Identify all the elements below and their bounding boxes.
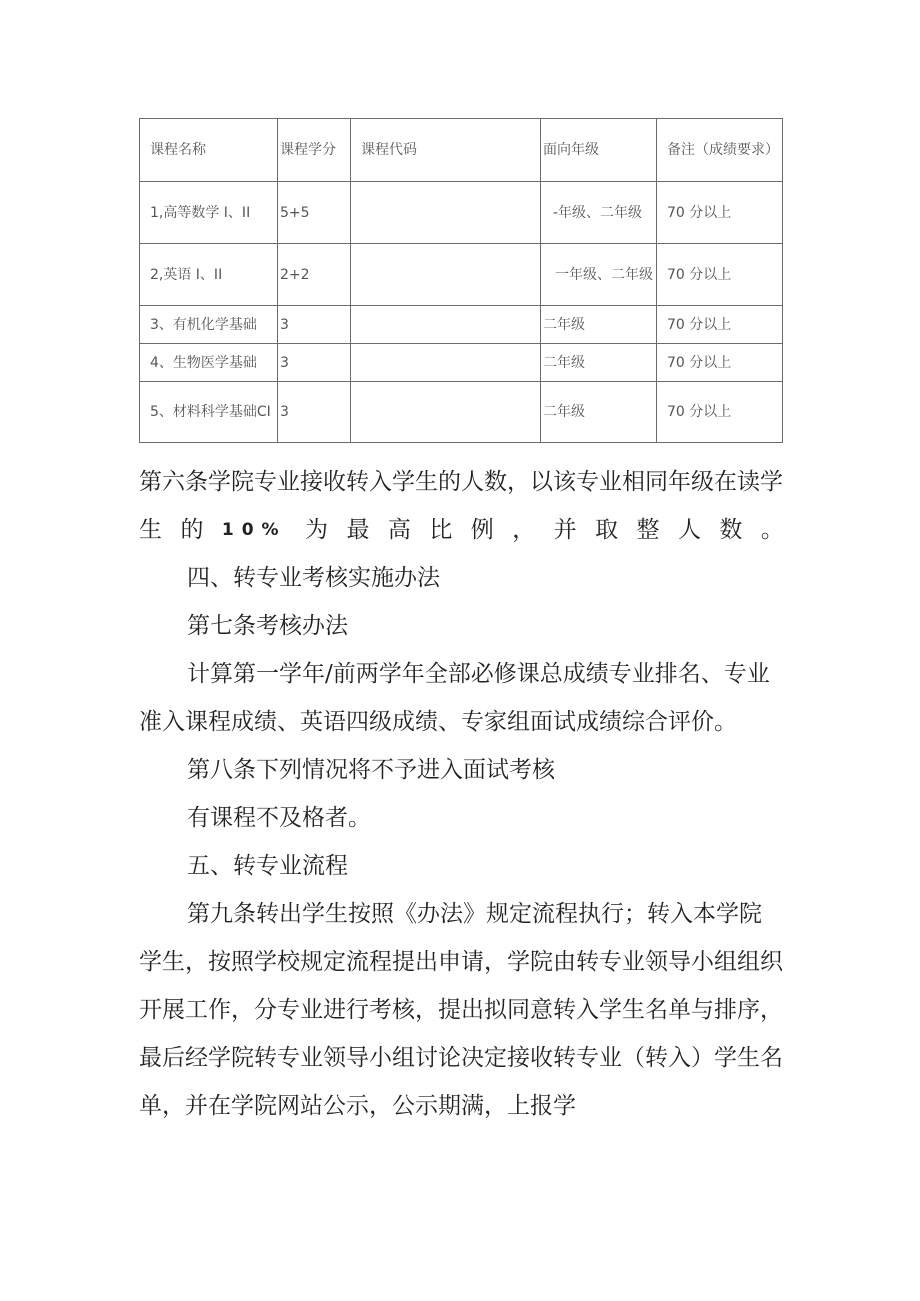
article-6-char: 人 — [677, 517, 701, 543]
cell-grade: 二年级 — [541, 344, 657, 382]
article-8-body: 有课程不及格者。 — [187, 805, 371, 831]
cell-credits: 3 — [278, 382, 351, 443]
article-9-body: 第九条转出学生按照《办法》规定流程执行；转入本学院学生，按照学校规定流程提出申请，学院由转专业领导小组组织开展工作，分专业进行考核，提出拟同意转入学生名单与排序，最后经学院转专业领导小组讨论决定接收转专业（转入）学生名单，并在学院网站公示，公示期满，上报学 — [139, 901, 783, 1119]
cell-course-name: 2,英语 I、II — [140, 244, 278, 306]
article-6-line-1: 第六条学院专业接收转入学生的人数，以该专业相同年级在读学 — [139, 469, 783, 495]
table-header-row — [140, 119, 783, 182]
cell-code — [351, 182, 541, 244]
table-row — [140, 382, 783, 443]
article-6-char: 最 — [346, 517, 370, 543]
cell-remarks: 70 分以上 — [657, 344, 783, 382]
article-6-percent: 10% — [221, 520, 287, 540]
article-6-char: 取 — [595, 517, 619, 543]
cell-remarks: 70 分以上 — [657, 244, 783, 306]
cell-remarks: 70 分以上 — [657, 382, 783, 443]
cell-code — [351, 344, 541, 382]
cell-grade: -年级、二年级 — [541, 182, 657, 244]
cell-course-name: 4、生物医学基础 — [140, 344, 278, 382]
cell-code — [351, 306, 541, 344]
header-course-code: 课程代码 — [351, 119, 541, 182]
section-5-heading: 五、转专业流程 — [187, 853, 348, 879]
table-row — [140, 306, 783, 344]
article-6-char: 为 — [305, 517, 329, 543]
article-6-char: 生 — [139, 517, 162, 543]
cell-course-name: 3、有机化学基础 — [140, 306, 278, 344]
article-8-title: 第八条下列情况将不予进入面试考核 — [187, 757, 555, 783]
cell-credits: 5+5 — [278, 182, 351, 244]
header-target-grade: 面向年级 — [541, 119, 657, 182]
course-requirements-table — [139, 118, 783, 443]
cell-course-name: 1,高等数学 I、II — [140, 182, 278, 244]
table-row — [140, 244, 783, 306]
cell-remarks: 70 分以上 — [657, 182, 783, 244]
article-6-char: 例 — [470, 517, 494, 543]
article-6-char: 。 — [760, 517, 784, 543]
article-6-char: 的 — [180, 517, 204, 543]
header-remarks: 备注（成绩要求） — [657, 119, 783, 182]
cell-grade: 二年级 — [541, 306, 657, 344]
article-6-line-2 — [139, 506, 784, 554]
article-6-char: ， — [512, 517, 536, 543]
article-7-body: 计算第一学年/前两学年全部必修课总成绩专业排名、专业准入课程成绩、英语四级成绩、专家组面试成绩综合评价。 — [139, 661, 770, 735]
article-6-char: 并 — [553, 517, 577, 543]
header-course-credits: 课程学分 — [278, 119, 351, 182]
header-course-name: 课程名称 — [140, 119, 278, 182]
cell-code — [351, 382, 541, 443]
cell-remarks: 70 分以上 — [657, 306, 783, 344]
article-6-char: 数 — [719, 517, 743, 543]
article-6-char: 整 — [636, 517, 660, 543]
article-6-char: 比 — [429, 517, 453, 543]
cell-code — [351, 244, 541, 306]
article-6-char: 高 — [387, 517, 411, 543]
table-row — [140, 182, 783, 244]
article-6-paragraph — [139, 458, 784, 554]
cell-grade: 一年级、二年级 — [541, 244, 657, 306]
cell-credits: 3 — [278, 344, 351, 382]
table-row — [140, 344, 783, 382]
cell-credits: 2+2 — [278, 244, 351, 306]
cell-course-name: 5、材料科学基础CI — [140, 382, 278, 443]
section-4-heading: 四、转专业考核实施办法 — [187, 565, 440, 591]
cell-grade: 二年级 — [541, 382, 657, 443]
article-7-title: 第七条考核办法 — [187, 613, 348, 639]
cell-credits: 3 — [278, 306, 351, 344]
